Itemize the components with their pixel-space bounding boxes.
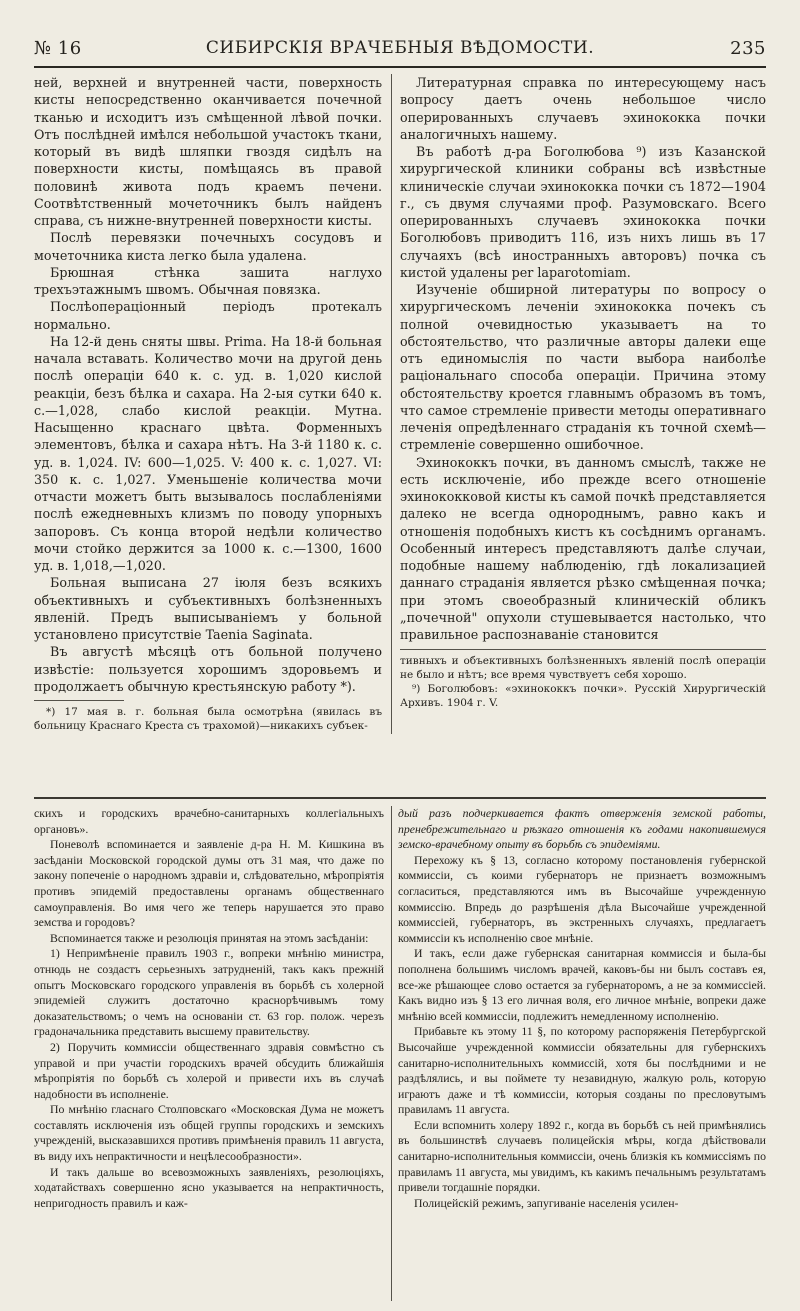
paragraph: Послѣоперaціонный періодъ протекалъ нормально. — [34, 299, 382, 332]
paragraph: Въ работѣ д-ра Боголюбова ⁹) изъ Казанской хирургической клиники собраны всѣ извѣстные клиническіе случаи эхинококка почки съ 1872—1904 г., съ двумя случаями проф. Разумовскаго. Всего оперированныхъ случаевъ эхинококка почки Боголюбовъ приводитъ 116, изъ нихъ лишь въ 17 случаяхъ (всѣ иностранныхъ авторовъ) почка съ кистой удалены per laparotomiam. — [400, 144, 766, 280]
running-header — [34, 36, 766, 66]
bottom-left-column — [34, 806, 384, 1306]
journal-title: СИБИРСКІЯ ВРАЧЕБНЫЯ ВѢДОМОСТИ. — [205, 38, 595, 58]
paragraph: Литературная справка по интересующему насъ вопросу даетъ очень небольшое число оперированныхъ случаевъ эхинококка почки аналогичныхъ нашему. — [400, 75, 766, 142]
footnotes — [400, 654, 766, 710]
footnote-reference: ⁹) Боголюбовъ: «эхинококкъ почки». Русскій Хирургическій Архивъ. 1904 г. V. — [400, 683, 766, 710]
paragraph: Поневолѣ вспоминается и заявленіе д-ра Н. М. Кишкина въ засѣданіи Московской городской думы отъ 31 мая, что даже по закону попеченіе о народномъ здравіи и, слѣдовательно, мѣропріятія противъ эпидемій предоставлены органамъ общественнаго самоуправленія. Во имя чего же теперь нарушается это право земства и городовъ? — [34, 837, 384, 930]
issue-number: № 16 — [34, 38, 82, 59]
page-number: 235 — [730, 38, 766, 59]
paragraph: дый разъ подчеркивается фактъ отверженія земской работы, пренебрежительнаго и рѣзкаго отношенія къ годами накопившемуся земско-врачебному опыту въ борьбѣ съ эпидеміями. — [398, 806, 766, 852]
paragraph: Перехожу къ § 13, согласно которому постановленія губернской коммиссіи, съ коими губернаторъ не признаетъ возможнымъ согласиться, представляются имъ въ Высочайше учрежденную коммиссію. Впредь до разрѣшенія дѣла Высочайше учрежденной коммиссіей, губернаторъ, въ экстренныхъ случаяхъ, предлагаетъ коммиссіи къ исполненію свое мнѣніе. — [398, 852, 766, 945]
footnote-rule — [34, 700, 124, 701]
top-right-column — [400, 74, 766, 792]
paragraph: Послѣ перевязки почечныхъ сосудовъ и мочеточника киста легко была удалена. — [34, 230, 382, 263]
paragraph: Больная выписана 27 іюля безъ всякихъ объективныхъ и субъективныхъ болѣзненныхъ явленій. Предъ выписываніемъ у больной установлено присутствіе Taenia Saginata. — [34, 575, 382, 642]
paragraph: Въ августѣ мѣсяцѣ отъ больной получено извѣстіе: пользуется хорошимъ здоровьемъ и продолжаетъ обычную крестьянскую работу *). — [34, 644, 382, 694]
paragraph: Изученіе обширной литературы по вопросу о хирургическомъ леченіи эхинококка почекъ съ полной очевидностью указываетъ на то обстоятельство, что различные авторы далеки еще отъ единомыслія по части выбора наиболѣе раціональнаго способа операціи. Причина этому обстоятельству кроется главнымъ образомъ въ томъ, что самое стремленіе привести методы оперативнаго леченія опредѣленнаго страданія къ точной схемѣ—стремленіе совершенно ошибочное. — [400, 282, 766, 453]
paragraph: Прибавьте къ этому 11 §, по которому распоряженія Петербургской Высочайше учрежденной коммиссіи обязательны для губернскихъ санитарно-исполнительныхъ коммиссій, хотя бы послѣдними и не раздѣлялись, и вы поймете ту незавидную, жалкую роль, которую играютъ даже и тѣ коммиссіи, которыя созданы по пресловутымъ правиламъ 11 августа. — [398, 1024, 766, 1117]
paragraph: скихъ и городскихъ врачебно-санитарныхъ коллегіальныхъ органовъ». — [34, 806, 384, 836]
paragraph: Брюшная стѣнка зашита наглухо трехъэтажнымъ швомъ. Обычная повязка. — [34, 264, 382, 297]
column-divider — [391, 74, 392, 734]
paragraph: ней, верхней и внутренней части, поверхность кисты непосредственно оканчивается почечной тканью и исходитъ изъ смѣщенной лѣвой почки. Отъ послѣдней имѣлся небольшой участокъ ткани, который въ видѣ шляпки гвоздя сидѣлъ на поверхности кисты, помѣщаясь въ правой половинѣ живота подъ краемъ печени. Соотвѣтственный мочеточникъ былъ найденъ справа, съ нижне-внутренней поверхности кисты. — [34, 75, 382, 228]
paragraph: По мнѣнію гласнаго Столповскаго «Московская Дума не можетъ составлять исключенія изъ общей группы городскихъ и земскихъ учрежденій, высказавшихся противъ примѣненія правилъ 11 августа, въ виду ихъ непрактичности и нецѣлесообразности». — [34, 1102, 384, 1164]
paragraph: И такъ дальше во всевозможныхъ заявленіяхъ, резолюціяхъ, ходатайствахъ совершенно ясно указывается на непрактичность, непригодность правилъ и каж- — [34, 1164, 384, 1210]
paragraph: 2) Поручить коммиссіи общественнаго здравія совмѣстно съ управой и при участіи городскихъ врачей обсудить ближайшія мѣропріятія по борьбѣ съ холерой и привести ихъ въ случаѣ надобности въ исполненіе. — [34, 1039, 384, 1101]
footnote-text: *) 17 мая в. г. больная была осмотрѣна (явилась въ больницу Краснаго Креста съ трахомой)—никакихъ субъек- — [34, 706, 382, 732]
header-rule — [34, 66, 766, 68]
paragraph: И такъ, если даже губернская санитарная коммиссія и была-бы пополнена большимъ числомъ врачей, каковъ-бы ни былъ составъ ея, все-же рѣшающее слово остается за губернаторомъ, а не за коммиссіей. Какъ видно изъ § 13 его личная воля, его личное мнѣніе, вопреки даже мнѣнію всей коммиссіи, подлежитъ немедленному исполненію. — [398, 946, 766, 1023]
paragraph: 1) Непримѣненіе правилъ 1903 г., вопреки мнѣнію министра, отнюдь не создастъ серьезныхъ затрудненій, такъ какъ прежній опытъ Московскаго городского управленія въ борьбѣ съ холерной эпидеміей служитъ достаточно краснорѣчивымъ тому доказательствомъ; о чемъ на основаніи ст. 63 гор. полож. черезъ градоначальника представить высшему правительству. — [34, 946, 384, 1039]
paragraph: Вспоминается также и резолюція принятая на этомъ засѣданіи: — [50, 930, 369, 945]
bottom-right-column — [398, 806, 766, 1306]
paragraph: Эхинококкъ почки, въ данномъ смыслѣ, также не есть исключеніе, ибо прежде всего отношеніе эхинококковой кисты къ самой почкѣ представляется далеко не всегда однороднымъ, равно какъ и отношенія подобныхъ кистъ къ сосѣднимъ органамъ. Особенный интересъ представляютъ далѣе случаи, подобные нашему наблюденію, гдѣ локализацией даннаго страданія является рѣзко смѣщенная почка; при этомъ своеобразный клиническій обликъ „почечной" опухоли стушевывается настолько, что правильное распознаваніе становится — [400, 454, 766, 642]
top-left-column — [34, 74, 382, 792]
paragraph: Полицейскій режимъ, запугиваніе населенія усилен- — [414, 1195, 679, 1210]
footnote-rule — [400, 649, 766, 650]
footnote-continuation: тивныхъ и объективныхъ болѣзненныхъ явленій послѣ операціи не было и нѣтъ; все время чувствуетъ себя хорошо. — [400, 655, 766, 682]
section-rule — [34, 797, 766, 799]
paragraph: Если вспомнить холеру 1892 г., когда въ борьбѣ съ ней примѣнялись въ большинствѣ случаевъ полицейскія мѣры, когда дѣйствовали санитарно-исполнительныя коммиссіи, очень близкія къ коммиссіямъ по правиламъ 11 августа, мы увидимъ, къ какимъ печальнымъ результатамъ привели тогдашніе порядки. — [398, 1117, 766, 1195]
paragraph: На 12-й день сняты швы. Prima. На 18-й больная начала вставать. Количество мочи на другой день послѣ операціи 640 к. с. уд. в. 1,020 кислой реакціи, безъ бѣлка и сахара. На 2-ыя сутки 640 к. с.—1,028, слабо кислой реакціи. Мутна. Насыщенно краснаго цвѣта. Форменныхъ элементовъ, бѣлка и сахара нѣтъ. На 3-й 1180 к. с. уд. в. 1,024. IV: 600—1,025. V: 400 к. с. 1,027. VI: 350 к. с. 1,027. Уменьшеніе количества мочи отчасти можетъ быть вызывалось послабленіями послѣ ежедневныхъ клизмъ по поводу упорныхъ запоровъ. Съ конца второй недѣли количество мочи стойко держится за 1000 к. с.—1300, 1600 уд. в. 1,018,—1,020. — [34, 333, 382, 573]
column-divider — [391, 806, 392, 1301]
footnote — [34, 705, 382, 733]
